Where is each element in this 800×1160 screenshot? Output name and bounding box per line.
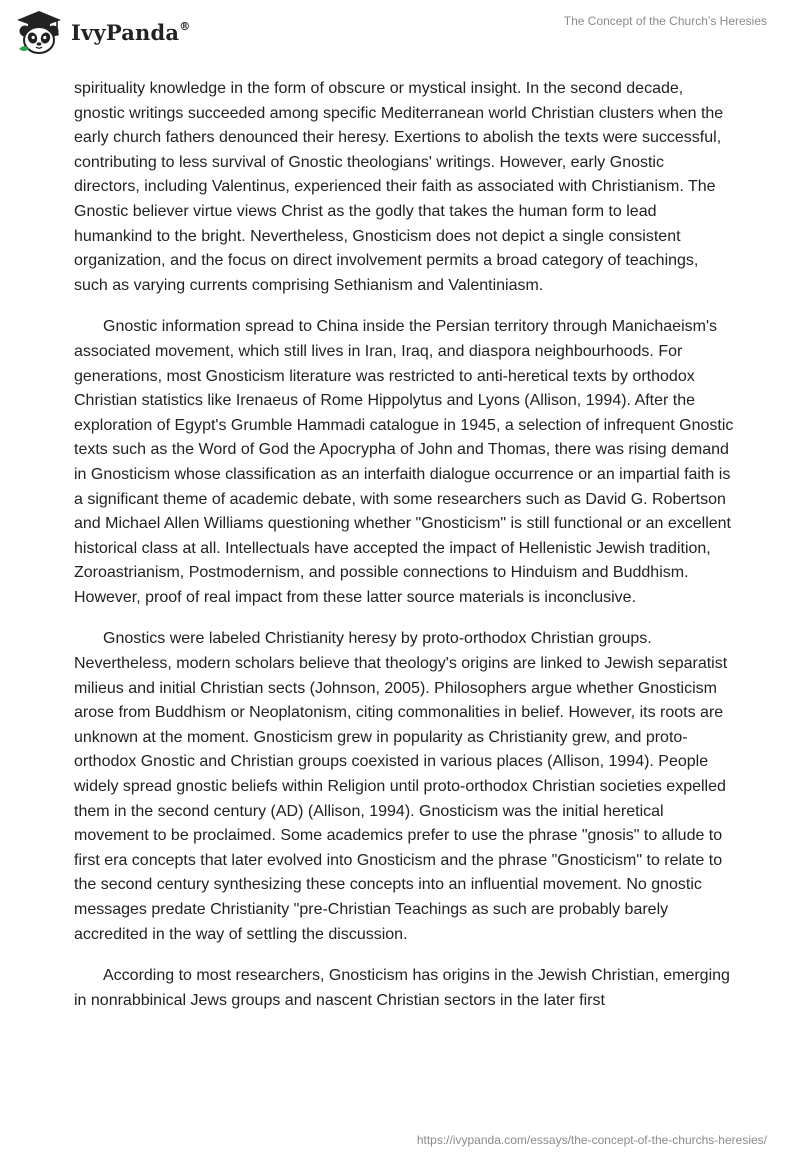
ivypanda-logo[interactable] [15,9,190,55]
panda-graduate-icon [15,9,63,55]
brand-name: IvyPanda® [71,19,191,45]
page-header [0,0,800,70]
paragraph-3: Gnostics were labeled Christianity heresy by proto-orthodox Christian groups. Nevertheless, modern scholars believe that theology's origins are linked to Jewish separatist milieus and initial Christian sects (Johnson, 2005). Philosophers argue whether Gnosticism arose from Buddhism or Neoplatonism, citing commonalities in belief. However, its roots are unknown at the moment. Gnosticism grew in popularity as Christianity grew, and proto-orthodox Gnostic and Christian groups coexisted in various places (Allison, 1994). People widely spread gnostic beliefs within Religion until proto-orthodox Christian societies expelled them in the second century (AD) (Allison, 1994). Gnosticism was the initial heretical movement to be proclaimed. Some academics prefer to use the phrase "gnosis" to allude to first era concepts that later evolved into Gnosticism and the phrase "Gnosticism" to relate to the second century synthesizing these concepts into an influential movement. No gnostic messages predate Christianity "pre-Christian Teachings as such are probably barely accredited in the way of settling the discussion. [74,630,728,943]
paragraph-1: spirituality knowledge in the form of obscure or mystical insight. In the second decade, gnostic writings succeeded among specific Mediterranean world Christian clusters when the early church fathers denounced their heresy. Exertions to abolish the texts were successful, contributing to less survival of Gnostic theologians' writings. However, early Gnostic directors, including Valentinus, experienced their faith as associated with Christianism. The Gnostic believer virtue views Christ as the godly that takes the human form to lead humankind to the bright. Nevertheless, Gnosticism does not depict a single consistent organization, and the focus on direct involvement permits a broad category of teachings, such as varying currents comprising Sethianism and Valentiniasm. [74,80,724,294]
registered-mark: ® [179,19,191,33]
document-title: The Concept of the Church’s Heresies [563,14,767,28]
paragraph-4: According to most researchers, Gnosticism has origins in the Jewish Christian, emerging in nonrabbinical Jews groups and nascent Christian sectors in the later first [74,967,730,1009]
paragraph-2: Gnostic information spread to China inside the Persian territory through Manichaeism's associated movement, which still lives in Iran, Iraq, and diaspora neighbourhoods. For generations, most Gnosticism literature was restricted to anti-heretical texts by orthodox Christian statistics like Irenaeus of Rome Hippolytus and Lyons (Allison, 1994). After the exploration of Egypt's Grumble Hammadi catalogue in 1945, a selection of infrequent Gnostic texts such as the Word of God the Apocrypha of John and Thomas, there was rising demand in Gnosticism whose classification as an interfaith dialogue occurrence or an impartial faith is a significant theme of academic debate, with some researchers such as David G. Robertson and Michael Allen Williams questioning whether "Gnosticism" is still functional or an excellent historical class at all. Intellectuals have accepted the impact of Hellenistic Jewish tradition, Zoroastrianism, Postmodernism, and possible connections to Hinduism and Buddhism. However, proof of real impact from these latter source materials is inconclusive. [74,318,734,606]
source-url[interactable]: https://ivypanda.com/essays/the-concept-of-the-churchs-heresies/ [416,1133,767,1147]
essay-body [74,77,734,1030]
